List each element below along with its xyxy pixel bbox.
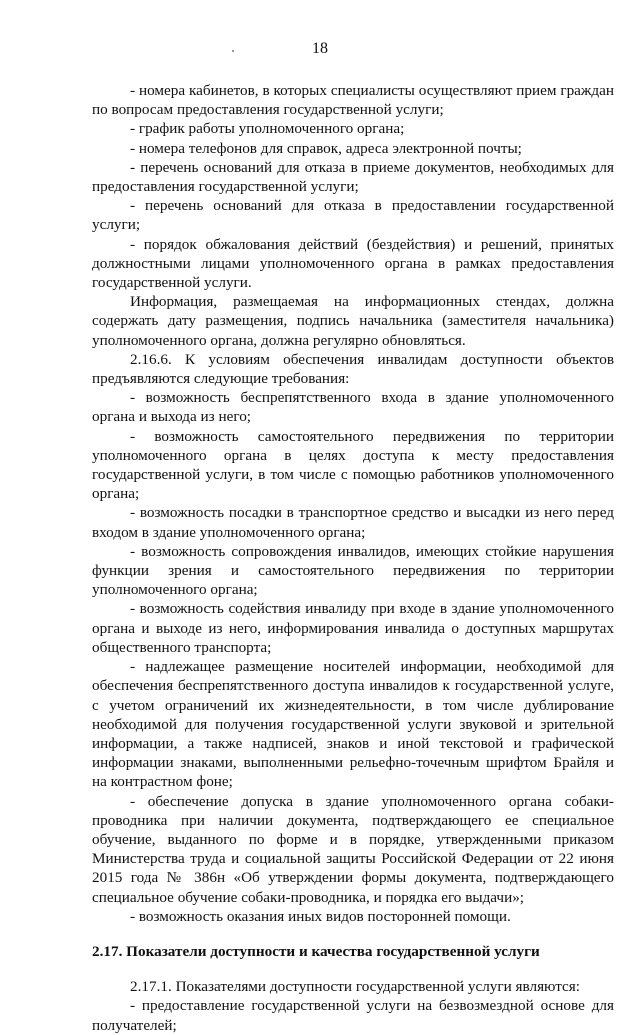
paragraph: - надлежащее размещение носителей информации, необходимой для обеспечения беспрепятственного доступа инвалидов к государственной услуге, с учетом ограничений их жизнедеятельности, в том числе дублирование необходимой для получения государственной услуги звуковой и зрительной информации, а также надписей, знаков и иной текстовой и графической информации знаками, выполненными рельефно-точечным шрифтом Брайля и на контрастном фоне; bbox=[92, 658, 614, 791]
scan-speck bbox=[232, 50, 234, 52]
paragraph: - предоставление государственной услуги на безвозмездной основе для получателей; bbox=[92, 997, 614, 1034]
paragraph: - перечень оснований для отказа в приеме документов, необходимых для предоставления государственной услуги; bbox=[92, 158, 614, 196]
paragraph: - перечень оснований для отказа в предоставлении государственной услуги; bbox=[92, 197, 614, 234]
section-heading: 2.17. Показатели доступности и качества государственной услуги bbox=[92, 942, 540, 960]
paragraph: - возможность посадки в транспортное средство и высадки из него перед входом в здание уполномоченного органа; bbox=[92, 504, 614, 541]
paragraph: - обеспечение допуска в здание уполномоченного органа собаки-проводника при наличии документа, подтверждающего ее специальное обучение, выданного по форме и в порядке, утвержденными приказом Министерства труда и социальной защиты Российской Федерации от 22 июня 2015 года № 386н «Об утверждении формы документа, подтверждающего специальное обучение собаки-проводника, и порядка его выдачи»; bbox=[92, 792, 614, 906]
paragraph: - возможность оказания иных видов посторонней помощи. bbox=[130, 907, 511, 925]
page-number: 18 bbox=[312, 40, 328, 57]
document-body bbox=[92, 81, 614, 1035]
paragraph: - порядок обжалования действий (бездействия) и решений, принятых должностными лицами уполномоченного органа в рамках предоставления государственной услуги. bbox=[92, 235, 614, 292]
paragraph: - номера кабинетов, в которых специалисты осуществляют прием граждан по вопросам предоставления государственной услуги; bbox=[92, 82, 614, 119]
paragraph: - график работы уполномоченного органа; bbox=[130, 120, 405, 138]
paragraph: - возможность сопровождения инвалидов, имеющих стойкие нарушения функции зрения и самостоятельного передвижения по территории уполномоченного органа; bbox=[92, 542, 614, 599]
paragraph: 2.17.1. Показателями доступности государственной услуги являются: bbox=[130, 978, 580, 996]
paragraph: Информация, размещаемая на информационных стендах, должна содержать дату размещения, подпись начальника (заместителя начальника) уполномоченного органа, должна регулярно обновляться. bbox=[92, 293, 614, 349]
paragraph: 2.16.6. К условиям обеспечения инвалидам доступности объектов предъявляются следующие требования: bbox=[92, 350, 614, 388]
paragraph: - возможность содействия инвалиду при входе в здание уполномоченного органа и выходе из него, информирования инвалида о доступных маршрутах общественного транспорта; bbox=[92, 600, 614, 656]
paragraph: - возможность беспрепятственного входа в здание уполномоченного органа и выхода из него; bbox=[92, 389, 614, 426]
paragraph: - возможность самостоятельного передвижения по территории уполномоченного органа в целях доступа к месту предоставления государственной услуги, в том числе с помощью работников уполномоченного органа; bbox=[92, 427, 614, 503]
paragraph: - номера телефонов для справок, адреса электронной почты; bbox=[130, 139, 522, 157]
